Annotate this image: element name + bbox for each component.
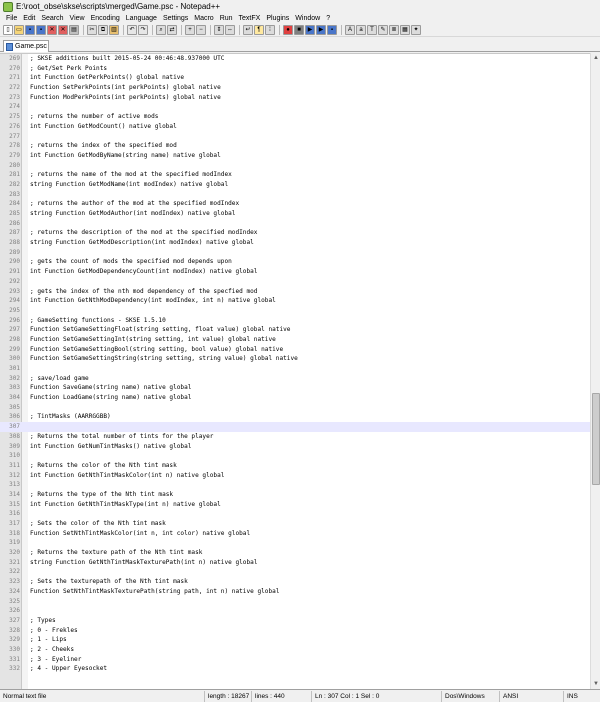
editor-line[interactable] <box>0 567 590 577</box>
line-number: 293 <box>9 287 20 295</box>
editor-line[interactable] <box>0 64 590 74</box>
editor-line[interactable] <box>0 500 590 510</box>
editor-line[interactable] <box>0 364 590 374</box>
line-text[interactable]: ; Get/Set Perk Points <box>30 64 108 72</box>
line-text[interactable]: int Function GetNthModDependency(int modIndex, int n) native global <box>30 297 276 305</box>
line-number: 273 <box>9 93 20 101</box>
print-icon[interactable]: ▤ <box>69 25 79 35</box>
editor-line[interactable] <box>0 257 590 267</box>
line-number: 315 <box>9 500 20 508</box>
line-number: 320 <box>9 549 20 557</box>
title-bar <box>0 0 600 13</box>
editor-line[interactable] <box>0 345 590 355</box>
menu-macro[interactable]: Macro <box>194 14 214 22</box>
line-text[interactable]: ; Sets the texturepath of the Nth tint mask <box>30 578 188 586</box>
playback-macro-icon[interactable]: ▶ <box>305 25 315 35</box>
line-number: 279 <box>9 151 20 159</box>
menu-search[interactable]: Search <box>41 14 64 22</box>
line-text[interactable]: ; TintMasks (AARRGGBB) <box>30 413 111 421</box>
find-icon[interactable]: ⌕ <box>156 25 166 35</box>
status-lines: lines : 440 <box>252 691 312 702</box>
line-number: 304 <box>9 394 20 402</box>
line-text[interactable]: ; Returns the texture path of the Nth tint mask <box>30 549 203 557</box>
cut-icon[interactable]: ✂ <box>87 25 97 35</box>
line-text[interactable]: Function SetNthTintMaskColor(int n, int color) native global <box>30 529 251 537</box>
line-text[interactable]: int Function GetNumTintMasks() native global <box>30 442 192 450</box>
line-text[interactable]: ; Types <box>30 616 56 624</box>
editor-line[interactable] <box>0 412 590 422</box>
line-number: 283 <box>9 190 20 198</box>
line-number: 317 <box>9 520 20 527</box>
editor-line[interactable] <box>0 199 590 209</box>
editor-line[interactable] <box>0 383 590 393</box>
line-text[interactable]: ; Returns the type of the Nth tint mask <box>30 490 174 498</box>
text-editor[interactable] <box>0 53 600 689</box>
line-text[interactable]: int Function GetModByName(string name) native global <box>30 151 221 159</box>
line-number: 300 <box>9 355 20 363</box>
line-number: 280 <box>9 161 20 169</box>
menu-textfx[interactable]: TextFX <box>238 14 261 22</box>
line-number: 309 <box>9 442 20 450</box>
line-number: 302 <box>9 374 20 382</box>
word-wrap-icon[interactable]: ↵ <box>243 25 253 35</box>
toolbar-separator <box>279 25 280 35</box>
line-number: 285 <box>9 210 20 217</box>
close-icon[interactable]: ✕ <box>47 25 57 35</box>
tab-game-psc[interactable] <box>3 40 49 52</box>
line-number: 298 <box>9 335 20 343</box>
line-text[interactable]: string Function GetModDescription(int modIndex) native global <box>30 239 254 247</box>
line-text[interactable]: ; 1 - Lips <box>30 636 67 644</box>
line-number: 305 <box>9 403 20 411</box>
line-number: 269 <box>9 55 20 62</box>
line-number: 299 <box>9 345 20 353</box>
line-number: 297 <box>9 326 20 334</box>
new-file-icon[interactable]: ▯ <box>3 25 13 35</box>
line-number: 294 <box>9 297 20 305</box>
editor-line[interactable] <box>0 606 590 616</box>
line-text[interactable]: int Function GetModCount() native global <box>30 122 177 130</box>
toolbar-separator <box>152 25 153 35</box>
line-text[interactable]: Function SetGameSettingBool(string setting, bool value) global native <box>30 345 284 353</box>
editor-line[interactable] <box>0 102 590 112</box>
copy-icon[interactable]: ⧉ <box>98 25 108 35</box>
plugin-icon[interactable]: ✦ <box>411 25 421 35</box>
editor-line[interactable] <box>0 635 590 645</box>
line-number: 332 <box>9 665 20 673</box>
line-number: 274 <box>9 103 20 111</box>
line-number: 307 <box>9 423 20 431</box>
editor-line[interactable] <box>0 219 590 229</box>
line-text[interactable]: Function SetGameSettingString(string setting, string value) global native <box>30 355 298 363</box>
line-text[interactable]: int Function GetNthTintMaskColor(int n) native global <box>30 471 225 479</box>
replace-icon[interactable]: ⇄ <box>167 25 177 35</box>
editor-line[interactable] <box>0 577 590 587</box>
line-number: 328 <box>9 626 20 634</box>
line-number: 277 <box>9 132 20 140</box>
line-number: 327 <box>9 616 20 624</box>
editor-line[interactable] <box>0 655 590 665</box>
line-text[interactable]: ; save/load game <box>30 374 89 382</box>
toolbar-separator <box>239 25 240 35</box>
line-text[interactable]: ; 3 - Eyeliner <box>30 655 82 663</box>
line-number: 316 <box>9 510 20 518</box>
menu-language[interactable]: Language <box>125 14 157 22</box>
line-text[interactable]: Function SetGameSettingFloat(string setting, float value) global native <box>30 326 291 334</box>
line-number: 271 <box>9 74 20 82</box>
status-file-type: Normal text file <box>0 691 205 702</box>
editor-line[interactable] <box>0 480 590 490</box>
editor-line[interactable] <box>0 141 590 151</box>
line-text[interactable]: ; returns the number of active mods <box>30 113 159 121</box>
line-number: 311 <box>9 461 20 469</box>
saved-file-icon <box>6 43 13 51</box>
editor-line[interactable] <box>0 442 590 452</box>
editor-line[interactable] <box>0 190 590 200</box>
editor-line[interactable] <box>0 664 590 674</box>
line-number: 324 <box>9 587 20 595</box>
doc-map-icon[interactable]: ▦ <box>400 25 410 35</box>
menu-encoding[interactable]: Encoding <box>90 14 120 22</box>
editor-lines <box>0 54 590 674</box>
editor-line[interactable] <box>0 267 590 277</box>
line-number: 287 <box>9 229 20 237</box>
line-number: 330 <box>9 645 20 653</box>
editor-line[interactable] <box>0 597 590 607</box>
line-text[interactable]: Function SetNthTintMaskTexturePath(string path, int n) native global <box>30 587 280 595</box>
redo-icon[interactable]: ↷ <box>138 25 148 35</box>
line-number: 286 <box>9 219 20 227</box>
editor-line[interactable] <box>0 228 590 238</box>
toolbar-separator <box>210 25 211 35</box>
line-number: 296 <box>9 316 20 324</box>
scroll-up-arrow-icon[interactable]: ▲ <box>593 55 599 61</box>
editor-line[interactable] <box>0 393 590 403</box>
line-text[interactable]: ; returns the description of the mod at the specified modIndex <box>30 229 258 237</box>
editor-line[interactable] <box>0 422 590 432</box>
line-number: 326 <box>9 607 20 615</box>
editor-line[interactable] <box>0 112 590 122</box>
editor-line[interactable] <box>0 73 590 83</box>
menu-help[interactable]: ? <box>326 14 331 22</box>
line-number: 303 <box>9 384 20 392</box>
editor-line[interactable] <box>0 180 590 190</box>
editor-line[interactable] <box>0 335 590 345</box>
line-number: 275 <box>9 113 20 121</box>
editor-line[interactable] <box>0 209 590 219</box>
editor-line[interactable] <box>0 170 590 180</box>
line-text[interactable]: ; 4 - Upper Eyesocket <box>30 665 108 673</box>
line-text[interactable]: ; gets the count of mods the specified mod depends upon <box>30 258 232 266</box>
line-text[interactable]: int Function GetNthTintMaskType(int n) native global <box>30 500 221 508</box>
line-number: 291 <box>9 268 20 276</box>
line-text[interactable]: ; Sets the color of the Nth tint mask <box>30 520 166 527</box>
line-text[interactable]: int Function GetPerkPoints() global native <box>30 74 185 82</box>
line-number: 310 <box>9 452 20 460</box>
line-text[interactable]: int Function GetModDependencyCount(int modIndex) native global <box>30 268 258 276</box>
editor-line[interactable] <box>0 354 590 364</box>
line-text[interactable]: Function SetGameSettingInt(string setting, int value) global native <box>30 335 276 343</box>
line-number: 272 <box>9 84 20 92</box>
editor-line[interactable] <box>0 325 590 335</box>
toolbar-separator <box>83 25 84 35</box>
editor-line[interactable] <box>0 645 590 655</box>
line-number: 292 <box>9 277 20 285</box>
line-number: 290 <box>9 258 20 266</box>
line-number: 295 <box>9 306 20 314</box>
open-file-icon[interactable]: ▭ <box>14 25 24 35</box>
line-number: 313 <box>9 481 20 489</box>
status-position: Ln : 307 Col : 1 Sel : 0 <box>312 691 442 702</box>
editor-line[interactable] <box>0 93 590 103</box>
line-text[interactable]: ; Returns the color of the Nth tint mask <box>30 461 177 469</box>
scroll-down-arrow-icon[interactable]: ▼ <box>593 681 599 687</box>
line-number: 331 <box>9 655 20 663</box>
status-bar <box>0 689 600 702</box>
record-macro-icon[interactable]: ● <box>283 25 293 35</box>
line-number: 284 <box>9 200 20 208</box>
line-number: 276 <box>9 122 20 130</box>
editor-line[interactable] <box>0 529 590 539</box>
editor-line[interactable] <box>0 538 590 548</box>
editor-line[interactable] <box>0 461 590 471</box>
line-text[interactable]: ; 0 - Frekles <box>30 626 78 634</box>
toolbar-separator <box>181 25 182 35</box>
line-number: 321 <box>9 558 20 566</box>
vertical-scrollbar[interactable] <box>590 53 600 689</box>
editor-line[interactable] <box>0 296 590 306</box>
line-text[interactable]: ; gets the index of the nth mod dependency of the specfied mod <box>30 287 258 295</box>
line-number: 312 <box>9 471 20 479</box>
line-number: 282 <box>9 180 20 188</box>
menu-file[interactable]: File <box>6 14 18 22</box>
close-all-icon[interactable]: ✕ <box>58 25 68 35</box>
stop-record-icon[interactable]: ■ <box>294 25 304 35</box>
show-all-chars-icon[interactable]: ¶ <box>254 25 264 35</box>
line-number: 319 <box>9 539 20 547</box>
line-text[interactable]: ; Returns the total number of tints for the player <box>30 432 214 440</box>
editor-line[interactable] <box>0 558 590 568</box>
editor-line[interactable] <box>0 54 590 64</box>
line-number: 308 <box>9 432 20 440</box>
editor-line[interactable] <box>0 306 590 316</box>
abc-icon[interactable]: a <box>356 25 366 35</box>
line-number: 318 <box>9 529 20 537</box>
editor-line[interactable] <box>0 587 590 597</box>
menu-settings[interactable]: Settings <box>162 14 189 22</box>
sync-vertical-icon[interactable]: ⇕ <box>214 25 224 35</box>
line-text[interactable]: string Function GetNthTintMaskTexturePath(int n) native global <box>30 558 258 566</box>
editor-line[interactable] <box>0 122 590 132</box>
line-text[interactable]: ; returns the author of the mod at the specified modIndex <box>30 200 240 208</box>
line-number: 323 <box>9 578 20 586</box>
editor-line[interactable] <box>0 83 590 93</box>
menu-edit[interactable]: Edit <box>23 14 36 22</box>
tab-bar <box>0 38 600 52</box>
line-number: 301 <box>9 365 20 372</box>
line-number: 306 <box>9 413 20 421</box>
editor-line[interactable] <box>0 509 590 519</box>
notepad-plus-plus-icon <box>3 2 13 12</box>
menu-bar <box>0 13 600 23</box>
menu-run[interactable]: Run <box>219 14 233 22</box>
editor-line[interactable] <box>0 451 590 461</box>
tab-label: Game.psc <box>15 43 47 50</box>
editor-line[interactable] <box>0 616 590 626</box>
zoom-in-icon[interactable]: + <box>185 25 195 35</box>
line-text[interactable]: ; SKSE additions built 2015-05-24 00:46:48.937000 UTC <box>30 55 225 62</box>
tool-icon[interactable]: ✎ <box>378 25 388 35</box>
editor-line[interactable] <box>0 626 590 636</box>
editor-line[interactable] <box>0 374 590 384</box>
function-list-icon[interactable]: ≣ <box>389 25 399 35</box>
line-text[interactable]: Function SetPerkPoints(int perkPoints) global native <box>30 84 221 92</box>
line-number: 322 <box>9 568 20 576</box>
line-number: 288 <box>9 239 20 247</box>
editor-line[interactable] <box>0 151 590 161</box>
line-number: 281 <box>9 171 20 179</box>
toolbar-separator <box>123 25 124 35</box>
editor-line[interactable] <box>0 161 590 171</box>
editor-line[interactable] <box>0 490 590 500</box>
editor-line[interactable] <box>0 287 590 297</box>
editor-line[interactable] <box>0 471 590 481</box>
editor-line[interactable] <box>0 277 590 287</box>
line-number: 270 <box>9 64 20 72</box>
line-number: 329 <box>9 636 20 644</box>
editor-line[interactable] <box>0 432 590 442</box>
line-text[interactable]: ; GameSetting functions - SKSE 1.5.10 <box>30 316 166 324</box>
translate-icon[interactable]: T <box>367 25 377 35</box>
line-number: 314 <box>9 490 20 498</box>
line-text[interactable]: ; returns the name of the mod at the specified modIndex <box>30 171 232 179</box>
line-text[interactable]: ; returns the index of the specified mod <box>30 142 177 150</box>
line-number: 278 <box>9 142 20 150</box>
line-number: 289 <box>9 248 20 256</box>
editor-line[interactable] <box>0 316 590 326</box>
editor-line[interactable] <box>0 238 590 248</box>
line-text[interactable]: ; 2 - Cheeks <box>30 645 75 653</box>
status-length: length : 18267 <box>205 691 252 702</box>
status-encoding: ANSI <box>500 691 564 702</box>
save-macro-icon[interactable]: ▪ <box>327 25 337 35</box>
zoom-out-icon[interactable]: − <box>196 25 206 35</box>
sync-horizontal-icon[interactable]: ⇔ <box>227 26 233 33</box>
editor-line[interactable] <box>0 548 590 558</box>
line-text[interactable]: string Function GetModAuthor(int modIndex) native global <box>30 210 236 217</box>
line-text[interactable]: string Function GetModName(int modIndex) native global <box>30 180 229 188</box>
editor-line[interactable] <box>0 403 590 413</box>
window-title: E:\root_obse\skse\scripts\merged\Game.psc - Notepad++ <box>16 2 221 11</box>
editor-line[interactable] <box>0 519 590 529</box>
line-number: 325 <box>9 597 20 605</box>
line-text[interactable]: Function SaveGame(string name) native global <box>30 384 192 392</box>
status-insert-mode: INS <box>567 692 578 700</box>
spell-check-icon[interactable]: A <box>345 25 355 35</box>
menu-view[interactable]: View <box>69 14 85 22</box>
editor-line[interactable] <box>0 132 590 142</box>
editor-line[interactable] <box>0 248 590 258</box>
undo-icon[interactable]: ↶ <box>127 25 137 35</box>
toolbar-separator <box>341 25 342 35</box>
run-macro-multiple-icon[interactable]: ▶ <box>316 25 326 35</box>
scrollbar-thumb[interactable] <box>592 393 600 485</box>
menu-plugins[interactable]: Plugins <box>266 14 290 22</box>
indent-guide-icon[interactable]: ⁞ <box>265 25 275 35</box>
toolbar <box>0 23 600 37</box>
menu-window[interactable]: Window <box>295 14 321 22</box>
save-icon[interactable]: ▪ <box>25 25 35 35</box>
line-text[interactable]: Function ModPerkPoints(int perkPoints) global native <box>30 93 221 101</box>
paste-icon[interactable]: ▥ <box>109 25 119 35</box>
save-all-icon[interactable]: ▪ <box>36 25 46 35</box>
line-text[interactable]: Function LoadGame(string name) native global <box>30 394 192 402</box>
status-eol: Dos\Windows <box>442 691 500 702</box>
